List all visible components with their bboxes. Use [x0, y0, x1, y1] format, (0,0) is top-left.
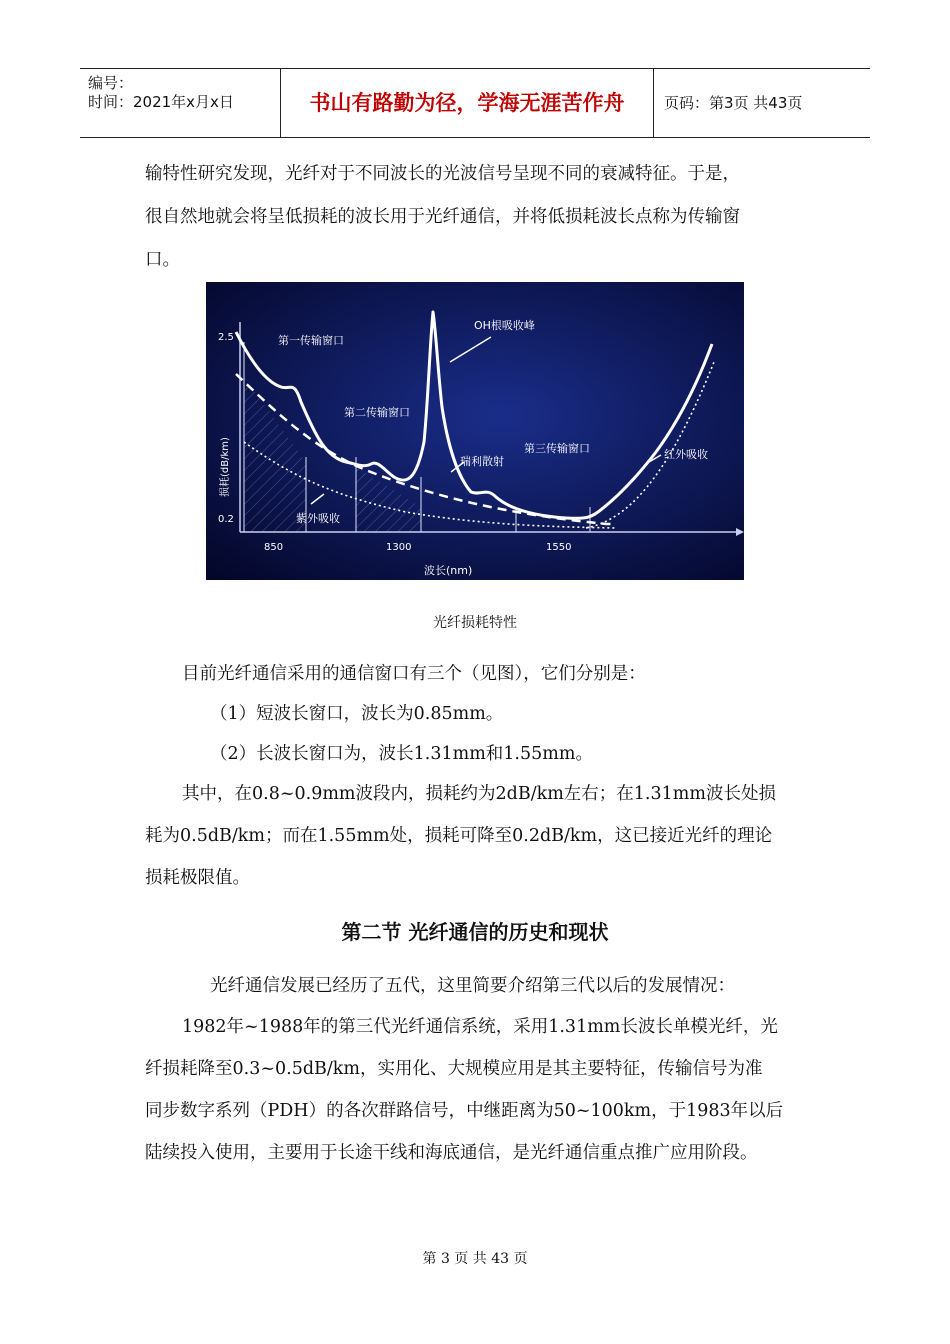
x-tick-label: 1550	[546, 542, 572, 553]
rayleigh-label: 瑞利散射	[460, 455, 504, 468]
body-line: （1）短波长窗口，波长为0.85mm。	[210, 704, 504, 724]
window1-label: 第一传输窗口	[278, 334, 344, 347]
y-tick-label: 0.2	[218, 514, 234, 525]
number-label: 编号：	[88, 74, 134, 92]
y-axis-label: 损耗(dB/km)	[220, 437, 231, 497]
body-line: 损耗极限值。	[145, 868, 250, 888]
time-label: 时间：2021年x月x日	[88, 93, 234, 111]
section-line: 同步数字系列（PDH）的各次群路信号，中继距离为50~100km，于1983年以后	[145, 1101, 784, 1121]
window3-label: 第三传输窗口	[524, 442, 590, 455]
body-line: 目前光纤通信采用的通信窗口有三个（见图），它们分别是：	[182, 664, 646, 684]
oh-peak-label: OH根吸收峰	[474, 319, 535, 332]
intro-line: 口。	[145, 250, 180, 270]
header-motto: 书山有路勤为径，学海无涯苦作舟	[281, 69, 654, 137]
window2-label: 第二传输窗口	[344, 406, 410, 419]
y-tick-label: 2.5	[218, 332, 234, 343]
section-line: 光纤通信发展已经历了五代，这里简要介绍第三代以后的发展情况：	[210, 976, 735, 996]
page-footer: 第 3 页 共 43 页	[422, 1251, 528, 1267]
x-tick-label: 850	[264, 542, 284, 553]
body-line: 其中，在0.8~0.9mm波段内，损耗约为2dB/km左右；在1.31mm波长处损	[182, 784, 776, 804]
section-line: 1982年~1988年的第三代光纤通信系统，采用1.31mm长波长单模光纤，光	[182, 1017, 778, 1037]
x-axis-label: 波长(nm)	[424, 564, 473, 577]
body-line: （2）长波长窗口为，波长1.31mm和1.55mm。	[210, 744, 593, 764]
intro-line: 很自然地就会将呈低损耗的波长用于光纤通信，并将低损耗波长点称为传输窗	[145, 207, 740, 227]
infrared-label: 红外吸收	[664, 448, 708, 461]
section-title: 第二节 光纤通信的历史和现状	[341, 920, 609, 944]
section-line: 陆续投入使用，主要用于长途干线和海底通信，是光纤通信重点推广应用阶段。	[145, 1143, 758, 1163]
intro-line: 输特性研究发现，光纤对于不同波长的光波信号呈现不同的衰减特征。于是，	[145, 164, 740, 184]
figure-caption: 光纤损耗特性	[433, 615, 517, 631]
body-line: 耗为0.5dB/km；而在1.55mm处，损耗可降至0.2dB/km，这已接近光纤的理论	[145, 826, 773, 846]
fiber-loss-figure	[206, 282, 744, 580]
x-tick-label: 1300	[386, 542, 412, 553]
header-meta	[80, 69, 281, 137]
page-header	[80, 68, 870, 138]
section-line: 纤损耗降至0.3~0.5dB/km，实用化、大规模应用是其主要特征，传输信号为准	[145, 1059, 763, 1079]
header-page-info: 页码：第3页 共43页	[664, 94, 803, 112]
ultraviolet-label: 紫外吸收	[296, 512, 340, 525]
